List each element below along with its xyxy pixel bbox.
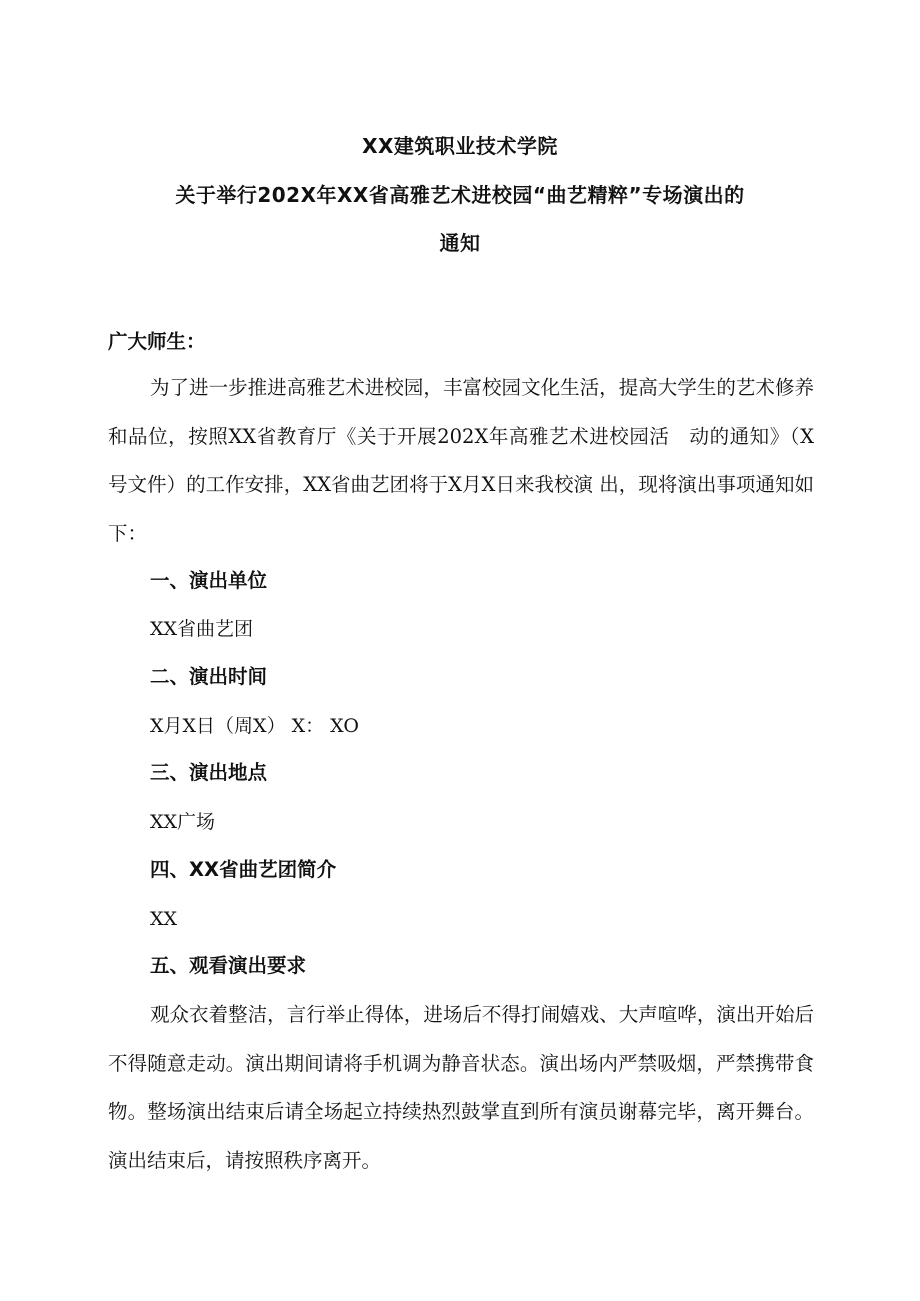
section-content-troupe-intro: XX — [150, 908, 178, 930]
section-heading-performer: 一、演出单位 — [150, 569, 268, 592]
section-heading-location: 三、演出地点 — [150, 761, 268, 784]
section-heading-troupe-intro: 四、XX省曲艺团简介 — [150, 858, 337, 881]
requirements-paragraph: 观众衣着整洁，言行举止得体，进场后不得打闹嬉戏、大声喧哗，演出开始后不得随意走动。演出期间请将手机调为静音状态。演出场内严禁吸烟，严禁携带食物。整场演出结束后请全场起立持续热烈鼓掌直到所有演员谢幕完毕，离开舞台。演出结束后，请按照秩序离开。 — [108, 1003, 814, 1172]
section-heading-time: 二、演出时间 — [150, 665, 268, 688]
notice-title-line2: 通知 — [439, 231, 481, 255]
institution-name: XX建筑职业技术学院 — [362, 134, 558, 158]
section-content-location: XX广场 — [150, 811, 216, 833]
section-heading-requirements: 五、观看演出要求 — [150, 954, 307, 977]
intro-paragraph: 为了进一步推进高雅艺术进校园，丰富校园文化生活，提高大学生的艺术修养和品位，按照XX省教育厅《关于开展202X年高雅艺术进校园活 动的通知》（X号文件）的工作安排，XX省曲艺团将于X月X日来我校演 出，现将演出事项通知如下： — [108, 376, 814, 545]
salutation: 广大师生： — [108, 330, 206, 353]
section-content-time: X月X日（周X） X： XO — [150, 715, 359, 737]
notice-title-line1: 关于举行202X年XX省高雅艺术进校园“曲艺精粹”专场演出的 — [175, 183, 745, 207]
section-content-performer: XX省曲艺团 — [150, 618, 254, 640]
